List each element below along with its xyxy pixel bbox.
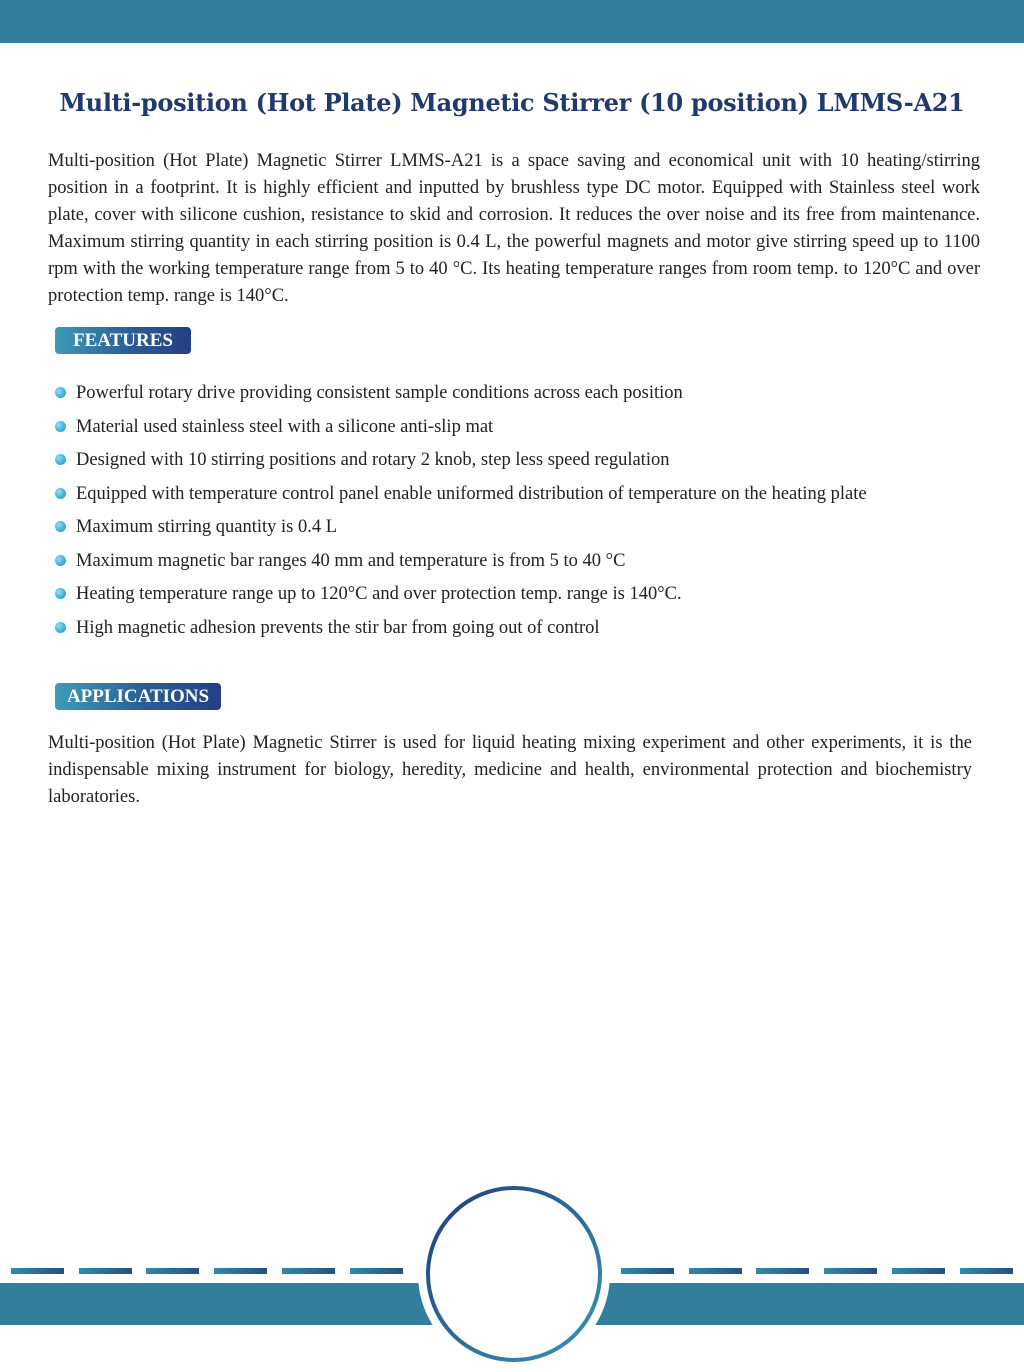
- feature-text: Heating temperature range up to 120°C and over protection temp. range is 140°C.: [76, 584, 682, 604]
- feature-text: High magnetic adhesion prevents the stir bar from going out of control: [76, 617, 600, 638]
- bullet-icon: [55, 622, 66, 633]
- bullet-icon: [55, 454, 66, 465]
- bullet-icon: [55, 555, 66, 566]
- list-item: [55, 446, 995, 480]
- footer-dash: [960, 1268, 1013, 1274]
- footer-dash: [79, 1268, 132, 1274]
- list-item: [55, 614, 995, 648]
- page-title: Multi-position (Hot Plate) Magnetic Stirrer (10 position) LMMS-A21: [59, 88, 965, 117]
- features-heading: FEATURES: [55, 327, 191, 354]
- list-item: [55, 580, 995, 614]
- feature-text: Designed with 10 stirring positions and rotary 2 knob, step less speed regulation: [76, 450, 670, 470]
- footer-dash: [146, 1268, 199, 1274]
- footer-ring-emblem: [416, 1176, 612, 1372]
- list-item: [55, 379, 995, 413]
- feature-text: Maximum magnetic bar ranges 40 mm and temperature is from 5 to 40 °C: [76, 550, 626, 571]
- footer-dash: [756, 1268, 809, 1274]
- features-list: [55, 379, 995, 647]
- list-item: [55, 480, 995, 514]
- footer-dash: [214, 1268, 267, 1274]
- footer-dash: [11, 1268, 64, 1274]
- footer-dash: [282, 1268, 335, 1274]
- applications-heading: APPLICATIONS: [55, 683, 221, 710]
- footer-dash: [689, 1268, 742, 1274]
- list-item: [55, 413, 995, 447]
- bullet-icon: [55, 521, 66, 532]
- list-item: [55, 547, 995, 581]
- bullet-icon: [55, 387, 66, 398]
- footer-dash: [621, 1268, 674, 1274]
- header-band: [0, 0, 1024, 43]
- footer-dash: [350, 1268, 403, 1274]
- feature-text: Material used stainless steel with a silicone anti-slip mat: [76, 416, 494, 437]
- bullet-icon: [55, 588, 66, 599]
- intro-paragraph: Multi-position (Hot Plate) Magnetic Stirrer LMMS-A21 is a space saving and economical unit with 10 heating/stirring position in a footprint. It is highly efficient and inputted by brushless type DC motor. Equipped with Stainless steel work plate, cover with silicone cushion, resistance to skid and corrosion. It reduces the over noise and its free from maintenance. Maximum stirring quantity in each stirring position is 0.4 L, the powerful magnets and motor give stirring speed up to 1100 rpm with the working temperature range from 5 to 40 °C. Its heating temperature ranges from room temp. to 120°C and over protection temp. range is 140°C.: [48, 151, 980, 306]
- applications-paragraph: Multi-position (Hot Plate) Magnetic Stirrer is used for liquid heating mixing experiment and other experiments, it is the indispensable mixing instrument for biology, heredity, medicine and health, environmental protection and biochemistry laboratories.: [48, 733, 972, 807]
- footer-dash: [892, 1268, 945, 1274]
- feature-text: Maximum stirring quantity is 0.4 L: [76, 517, 338, 537]
- feature-text: Equipped with temperature control panel enable uniformed distribution of temperature on the heating plate: [76, 483, 867, 504]
- footer-dash: [824, 1268, 877, 1274]
- bullet-icon: [55, 421, 66, 432]
- bullet-icon: [55, 488, 66, 499]
- list-item: [55, 513, 995, 547]
- feature-text: Powerful rotary drive providing consistent sample conditions across each position: [76, 383, 683, 403]
